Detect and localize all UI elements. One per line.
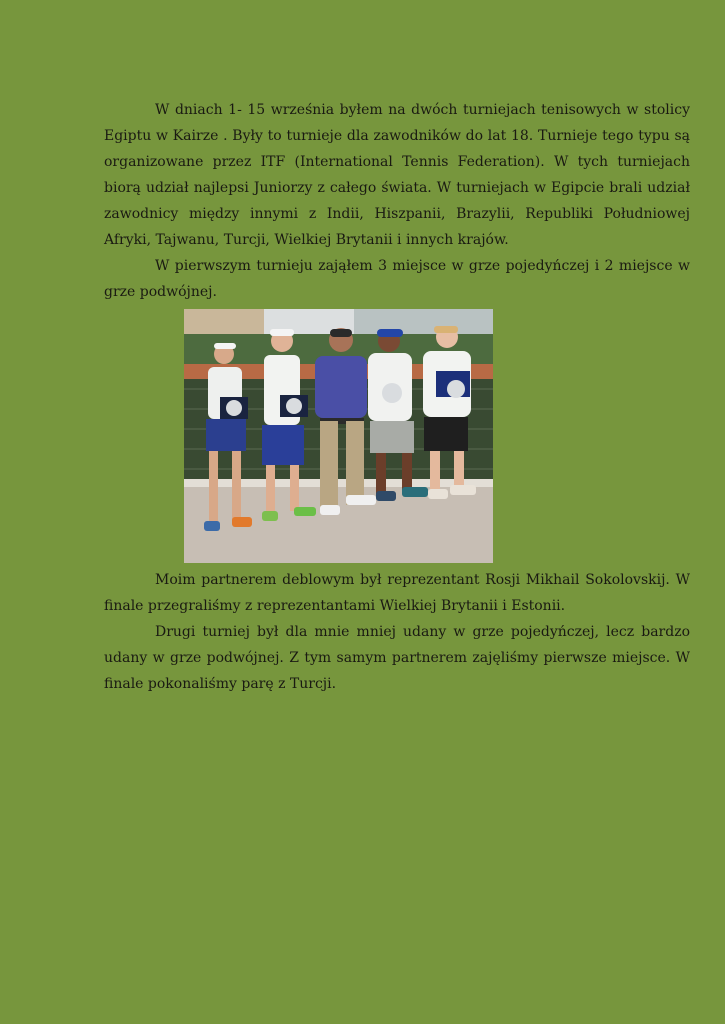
team-photo — [184, 309, 493, 563]
photo-building-right — [354, 309, 493, 334]
text-block-bottom — [104, 567, 690, 697]
paragraph-doubles-partner: Moim partnerem deblowym był reprezentant Rosji Mikhail Sokolovskij. W finale przegraliśmy z reprezentantami Wielkiej Brytanii i Estonii. — [104, 572, 690, 614]
text-block-top — [104, 97, 690, 305]
paragraph-second-tournament: Drugi turniej był dla mnie mniej udany w grze pojedyńczej, lecz bardzo udany w grze podwójnej. Z tym samym partnerem zajęliśmy pierwsze miejsce. W finale pokonaliśmy parę z Turcji. — [104, 624, 690, 692]
paragraph-first-tournament-results: W pierwszym turnieju zająłem 3 miejsce w grze pojedyńczej i 2 miejsce w grze podwójnej. — [104, 258, 690, 300]
paragraph-tournament-intro: W dniach 1- 15 września byłem na dwóch turniejach tenisowych w stolicy Egiptu w Kairze . Były to turnieje dla zawodników do lat 18. Turnieje tego typu są organizowane przez ITF (International Tennis Federation). W tych turniejach biorą udział najlepsi Juniorzy z całego świata. W turniejach w Egipcie brali udział zawodnicy między innymi z Indii, Hiszpanii, Brazylii, Republiki Południowej Afryki, Tajwanu, Turcji, Wielkiej Brytanii i innych krajów. — [104, 102, 690, 248]
team-photo-illustration — [184, 309, 493, 563]
